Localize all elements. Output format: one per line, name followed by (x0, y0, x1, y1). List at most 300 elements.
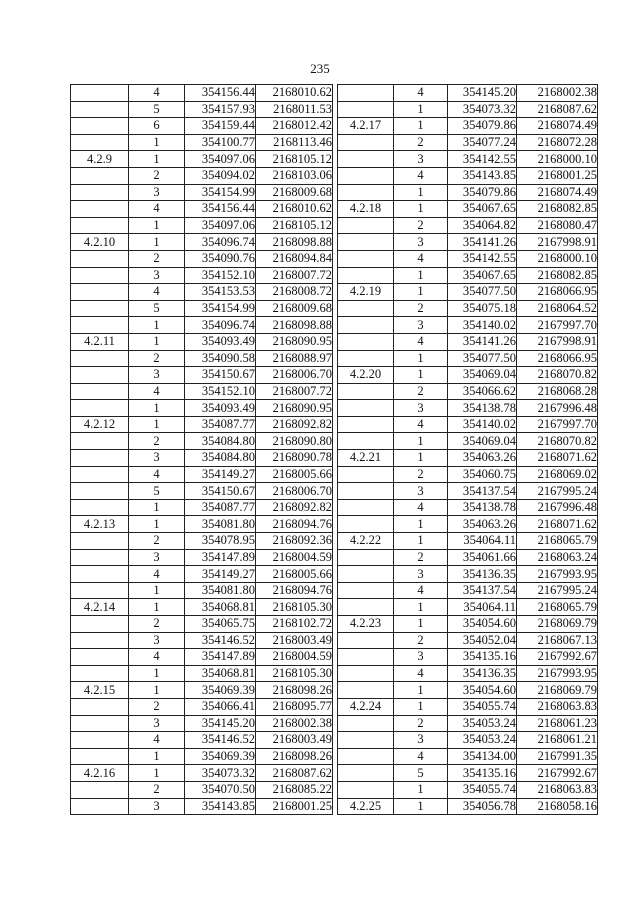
y-coordinate-cell: 2168061.21 (517, 732, 598, 749)
section-cell (338, 400, 394, 417)
x-coordinate-cell: 354054.60 (448, 682, 517, 699)
y-coordinate-cell: 2168074.49 (517, 118, 598, 135)
y-coordinate-cell: 2167992.67 (517, 649, 598, 666)
table-row (71, 134, 333, 151)
section-cell (71, 533, 129, 550)
x-coordinate-cell: 354150.67 (185, 367, 256, 384)
point-number-cell: 1 (129, 317, 185, 334)
section-cell (71, 715, 129, 732)
table-row (338, 466, 598, 483)
y-coordinate-cell: 2167997.70 (517, 416, 598, 433)
table-row (338, 798, 598, 815)
x-coordinate-cell: 354077.50 (448, 284, 517, 301)
y-coordinate-cell: 2168090.78 (256, 450, 333, 467)
table-row (338, 400, 598, 417)
point-number-cell: 5 (129, 483, 185, 500)
x-coordinate-cell: 354068.81 (185, 665, 256, 682)
section-cell (338, 167, 394, 184)
x-coordinate-cell: 354067.65 (448, 201, 517, 218)
x-coordinate-cell: 354066.41 (185, 698, 256, 715)
table-row (71, 118, 333, 135)
table-row (338, 167, 598, 184)
y-coordinate-cell: 2168058.16 (517, 798, 598, 815)
y-coordinate-cell: 2168090.80 (256, 433, 333, 450)
table-body-right (338, 85, 598, 815)
table-row (338, 649, 598, 666)
table-row (338, 781, 598, 798)
x-coordinate-cell: 354075.18 (448, 300, 517, 317)
table-row (338, 234, 598, 251)
y-coordinate-cell: 2168070.82 (517, 433, 598, 450)
table-row (71, 416, 333, 433)
point-number-cell: 3 (394, 566, 448, 583)
y-coordinate-cell: 2167997.70 (517, 317, 598, 334)
table-row (71, 317, 333, 334)
y-coordinate-cell: 2168090.95 (256, 333, 333, 350)
point-number-cell: 3 (129, 184, 185, 201)
point-number-cell: 1 (394, 599, 448, 616)
section-cell: 4.2.15 (71, 682, 129, 699)
y-coordinate-cell: 2168072.28 (517, 134, 598, 151)
section-cell (71, 549, 129, 566)
point-number-cell: 3 (394, 483, 448, 500)
point-number-cell: 4 (394, 665, 448, 682)
y-coordinate-cell: 2168094.84 (256, 250, 333, 267)
x-coordinate-cell: 354077.50 (448, 350, 517, 367)
section-cell (338, 184, 394, 201)
table-row (338, 217, 598, 234)
section-cell (338, 217, 394, 234)
table-row (71, 85, 333, 102)
x-coordinate-cell: 354145.20 (448, 85, 517, 102)
y-coordinate-cell: 2168082.85 (517, 201, 598, 218)
section-cell (338, 267, 394, 284)
table-row (71, 333, 333, 350)
point-number-cell: 1 (394, 184, 448, 201)
point-number-cell: 1 (129, 400, 185, 417)
y-coordinate-cell: 2168009.68 (256, 300, 333, 317)
x-coordinate-cell: 354146.52 (185, 732, 256, 749)
x-coordinate-cell: 354136.35 (448, 665, 517, 682)
section-cell (338, 151, 394, 168)
point-number-cell: 1 (129, 333, 185, 350)
x-coordinate-cell: 354156.44 (185, 85, 256, 102)
y-coordinate-cell: 2168092.82 (256, 416, 333, 433)
x-coordinate-cell: 354054.60 (448, 616, 517, 633)
point-number-cell: 1 (129, 151, 185, 168)
y-coordinate-cell: 2168000.10 (517, 250, 598, 267)
point-number-cell: 3 (129, 450, 185, 467)
table-body-left (71, 85, 333, 815)
section-cell (338, 649, 394, 666)
point-number-cell: 4 (394, 333, 448, 350)
section-cell: 4.2.25 (338, 798, 394, 815)
x-coordinate-cell: 354053.24 (448, 715, 517, 732)
x-coordinate-cell: 354090.58 (185, 350, 256, 367)
section-cell (71, 217, 129, 234)
y-coordinate-cell: 2168063.24 (517, 549, 598, 566)
x-coordinate-cell: 354152.10 (185, 383, 256, 400)
point-number-cell: 4 (394, 85, 448, 102)
table-row (71, 433, 333, 450)
section-cell: 4.2.14 (71, 599, 129, 616)
table-row (338, 566, 598, 583)
x-coordinate-cell: 354154.99 (185, 184, 256, 201)
x-coordinate-cell: 354096.74 (185, 234, 256, 251)
section-cell (338, 416, 394, 433)
point-number-cell: 1 (394, 201, 448, 218)
point-number-cell: 1 (129, 682, 185, 699)
y-coordinate-cell: 2168102.72 (256, 616, 333, 633)
x-coordinate-cell: 354087.77 (185, 416, 256, 433)
point-number-cell: 1 (129, 234, 185, 251)
y-coordinate-cell: 2168010.62 (256, 201, 333, 218)
y-coordinate-cell: 2168071.62 (517, 516, 598, 533)
section-cell (338, 748, 394, 765)
section-cell: 4.2.13 (71, 516, 129, 533)
table-row (338, 715, 598, 732)
section-cell (338, 383, 394, 400)
x-coordinate-cell: 354069.04 (448, 367, 517, 384)
section-cell: 4.2.21 (338, 450, 394, 467)
table-row (71, 616, 333, 633)
point-number-cell: 4 (129, 732, 185, 749)
table-row (71, 234, 333, 251)
point-number-cell: 3 (394, 732, 448, 749)
x-coordinate-cell: 354068.81 (185, 599, 256, 616)
point-number-cell: 4 (394, 416, 448, 433)
x-coordinate-cell: 354157.93 (185, 101, 256, 118)
y-coordinate-cell: 2167991.35 (517, 748, 598, 765)
section-cell (338, 134, 394, 151)
x-coordinate-cell: 354096.74 (185, 317, 256, 334)
point-number-cell: 3 (394, 234, 448, 251)
x-coordinate-cell: 354142.55 (448, 151, 517, 168)
table-row (71, 516, 333, 533)
point-number-cell: 3 (129, 367, 185, 384)
x-coordinate-cell: 354136.35 (448, 566, 517, 583)
table-row (71, 101, 333, 118)
point-number-cell: 4 (394, 582, 448, 599)
table-row (338, 85, 598, 102)
section-cell (71, 167, 129, 184)
y-coordinate-cell: 2168098.88 (256, 234, 333, 251)
section-cell (71, 649, 129, 666)
point-number-cell: 1 (394, 516, 448, 533)
table-row (338, 765, 598, 782)
x-coordinate-cell: 354064.11 (448, 599, 517, 616)
y-coordinate-cell: 2168092.82 (256, 499, 333, 516)
y-coordinate-cell: 2168066.95 (517, 350, 598, 367)
table-row (338, 450, 598, 467)
x-coordinate-cell: 354087.77 (185, 499, 256, 516)
section-cell (71, 201, 129, 218)
y-coordinate-cell: 2167993.95 (517, 665, 598, 682)
point-number-cell: 1 (129, 748, 185, 765)
table-row (71, 400, 333, 417)
coordinates-table-right (337, 84, 598, 815)
table-row (338, 118, 598, 135)
y-coordinate-cell: 2168065.79 (517, 599, 598, 616)
section-cell: 4.2.16 (71, 765, 129, 782)
y-coordinate-cell: 2168088.97 (256, 350, 333, 367)
y-coordinate-cell: 2167996.48 (517, 499, 598, 516)
table-row (338, 682, 598, 699)
y-coordinate-cell: 2168080.47 (517, 217, 598, 234)
section-cell (338, 566, 394, 583)
section-cell: 4.2.24 (338, 698, 394, 715)
y-coordinate-cell: 2167996.48 (517, 400, 598, 417)
point-number-cell: 2 (394, 632, 448, 649)
point-number-cell: 1 (394, 798, 448, 815)
x-coordinate-cell: 354064.82 (448, 217, 517, 234)
table-row (338, 350, 598, 367)
point-number-cell: 1 (394, 367, 448, 384)
y-coordinate-cell: 2168098.26 (256, 682, 333, 699)
y-coordinate-cell: 2168098.26 (256, 748, 333, 765)
y-coordinate-cell: 2168011.53 (256, 101, 333, 118)
y-coordinate-cell: 2168007.72 (256, 383, 333, 400)
y-coordinate-cell: 2168066.95 (517, 284, 598, 301)
x-coordinate-cell: 354100.77 (185, 134, 256, 151)
x-coordinate-cell: 354146.52 (185, 632, 256, 649)
point-number-cell: 3 (394, 317, 448, 334)
x-coordinate-cell: 354079.86 (448, 118, 517, 135)
table-row (71, 781, 333, 798)
table-row (338, 616, 598, 633)
table-row (338, 732, 598, 749)
point-number-cell: 2 (129, 698, 185, 715)
y-coordinate-cell: 2168094.76 (256, 582, 333, 599)
section-cell (71, 499, 129, 516)
x-coordinate-cell: 354055.74 (448, 781, 517, 798)
y-coordinate-cell: 2168001.25 (256, 798, 333, 815)
point-number-cell: 1 (394, 118, 448, 135)
x-coordinate-cell: 354156.44 (185, 201, 256, 218)
point-number-cell: 4 (394, 499, 448, 516)
x-coordinate-cell: 354079.86 (448, 184, 517, 201)
y-coordinate-cell: 2168007.72 (256, 267, 333, 284)
x-coordinate-cell: 354069.39 (185, 748, 256, 765)
section-cell: 4.2.20 (338, 367, 394, 384)
y-coordinate-cell: 2168095.77 (256, 698, 333, 715)
y-coordinate-cell: 2168003.49 (256, 632, 333, 649)
page-number: 235 (310, 61, 330, 76)
x-coordinate-cell: 354066.62 (448, 383, 517, 400)
y-coordinate-cell: 2168105.12 (256, 217, 333, 234)
x-coordinate-cell: 354149.27 (185, 466, 256, 483)
section-cell: 4.2.23 (338, 616, 394, 633)
x-coordinate-cell: 354069.04 (448, 433, 517, 450)
point-number-cell: 3 (394, 151, 448, 168)
section-cell: 4.2.19 (338, 284, 394, 301)
y-coordinate-cell: 2168105.12 (256, 151, 333, 168)
y-coordinate-cell: 2168003.49 (256, 732, 333, 749)
y-coordinate-cell: 2168006.70 (256, 483, 333, 500)
table-row (71, 499, 333, 516)
y-coordinate-cell: 2168069.02 (517, 466, 598, 483)
section-cell (338, 665, 394, 682)
x-coordinate-cell: 354159.44 (185, 118, 256, 135)
table-row (338, 599, 598, 616)
x-coordinate-cell: 354064.11 (448, 533, 517, 550)
x-coordinate-cell: 354093.49 (185, 400, 256, 417)
y-coordinate-cell: 2168094.76 (256, 516, 333, 533)
section-cell (71, 582, 129, 599)
x-coordinate-cell: 354150.67 (185, 483, 256, 500)
point-number-cell: 1 (394, 433, 448, 450)
y-coordinate-cell: 2168012.42 (256, 118, 333, 135)
section-cell: 4.2.10 (71, 234, 129, 251)
point-number-cell: 2 (129, 433, 185, 450)
point-number-cell: 1 (394, 616, 448, 633)
point-number-cell: 1 (129, 217, 185, 234)
table-row (338, 416, 598, 433)
y-coordinate-cell: 2167995.24 (517, 582, 598, 599)
y-coordinate-cell: 2168092.36 (256, 533, 333, 550)
section-cell (71, 118, 129, 135)
section-cell: 4.2.22 (338, 533, 394, 550)
x-coordinate-cell: 354094.02 (185, 167, 256, 184)
y-coordinate-cell: 2168009.68 (256, 184, 333, 201)
x-coordinate-cell: 354097.06 (185, 151, 256, 168)
table-row (71, 367, 333, 384)
point-number-cell: 4 (129, 284, 185, 301)
section-cell (338, 250, 394, 267)
section-cell (71, 450, 129, 467)
y-coordinate-cell: 2168105.30 (256, 665, 333, 682)
table-row (338, 317, 598, 334)
point-number-cell: 5 (129, 300, 185, 317)
section-cell (71, 250, 129, 267)
table-row (71, 450, 333, 467)
y-coordinate-cell: 2167995.24 (517, 483, 598, 500)
x-coordinate-cell: 354137.54 (448, 582, 517, 599)
table-row (338, 151, 598, 168)
table-row (338, 665, 598, 682)
table-row (71, 466, 333, 483)
x-coordinate-cell: 354077.24 (448, 134, 517, 151)
x-coordinate-cell: 354090.76 (185, 250, 256, 267)
point-number-cell: 1 (394, 781, 448, 798)
x-coordinate-cell: 354143.85 (448, 167, 517, 184)
table-row (338, 433, 598, 450)
section-cell (71, 732, 129, 749)
section-cell (338, 333, 394, 350)
table-row (71, 798, 333, 815)
x-coordinate-cell: 354143.85 (185, 798, 256, 815)
section-cell (71, 134, 129, 151)
section-cell (338, 85, 394, 102)
y-coordinate-cell: 2168010.62 (256, 85, 333, 102)
point-number-cell: 2 (394, 134, 448, 151)
section-cell (71, 101, 129, 118)
y-coordinate-cell: 2168065.79 (517, 533, 598, 550)
x-coordinate-cell: 354147.89 (185, 549, 256, 566)
point-number-cell: 1 (129, 765, 185, 782)
y-coordinate-cell: 2168005.66 (256, 466, 333, 483)
table-row (71, 184, 333, 201)
point-number-cell: 4 (129, 85, 185, 102)
table-row (71, 765, 333, 782)
point-number-cell: 1 (394, 698, 448, 715)
x-coordinate-cell: 354141.26 (448, 333, 517, 350)
x-coordinate-cell: 354142.55 (448, 250, 517, 267)
table-row (71, 566, 333, 583)
table-row (71, 533, 333, 550)
table-row (71, 715, 333, 732)
point-number-cell: 4 (394, 167, 448, 184)
x-coordinate-cell: 354081.80 (185, 582, 256, 599)
table-row (338, 333, 598, 350)
x-coordinate-cell: 354056.78 (448, 798, 517, 815)
point-number-cell: 1 (129, 416, 185, 433)
point-number-cell: 4 (129, 201, 185, 218)
section-cell (71, 798, 129, 815)
table-row (71, 300, 333, 317)
table-row (71, 649, 333, 666)
table-row (338, 284, 598, 301)
point-number-cell: 2 (394, 300, 448, 317)
section-cell (338, 632, 394, 649)
point-number-cell: 1 (394, 101, 448, 118)
section-cell (338, 499, 394, 516)
point-number-cell: 2 (129, 350, 185, 367)
x-coordinate-cell: 354149.27 (185, 566, 256, 583)
table-row (71, 698, 333, 715)
y-coordinate-cell: 2168069.79 (517, 682, 598, 699)
table-row (338, 549, 598, 566)
section-cell (71, 383, 129, 400)
table-row (71, 350, 333, 367)
x-coordinate-cell: 354093.49 (185, 333, 256, 350)
point-number-cell: 3 (129, 267, 185, 284)
y-coordinate-cell: 2168008.72 (256, 284, 333, 301)
point-number-cell: 4 (129, 383, 185, 400)
section-cell (71, 400, 129, 417)
table-row (338, 184, 598, 201)
section-cell (338, 516, 394, 533)
point-number-cell: 1 (129, 134, 185, 151)
point-number-cell: 2 (394, 383, 448, 400)
point-number-cell: 4 (129, 649, 185, 666)
section-cell (71, 616, 129, 633)
point-number-cell: 4 (129, 566, 185, 583)
section-cell (338, 582, 394, 599)
y-coordinate-cell: 2168087.62 (256, 765, 333, 782)
x-coordinate-cell: 354138.78 (448, 499, 517, 516)
y-coordinate-cell: 2168087.62 (517, 101, 598, 118)
y-coordinate-cell: 2168113.46 (256, 134, 333, 151)
y-coordinate-cell: 2168068.28 (517, 383, 598, 400)
y-coordinate-cell: 2168105.30 (256, 599, 333, 616)
point-number-cell: 2 (394, 715, 448, 732)
x-coordinate-cell: 354063.26 (448, 450, 517, 467)
y-coordinate-cell: 2168063.83 (517, 781, 598, 798)
point-number-cell: 1 (129, 599, 185, 616)
section-cell (71, 566, 129, 583)
x-coordinate-cell: 354073.32 (448, 101, 517, 118)
table-row (338, 499, 598, 516)
x-coordinate-cell: 354135.16 (448, 765, 517, 782)
point-number-cell: 6 (129, 118, 185, 135)
y-coordinate-cell: 2168070.82 (517, 367, 598, 384)
point-number-cell: 3 (129, 798, 185, 815)
section-cell (338, 549, 394, 566)
point-number-cell: 3 (129, 549, 185, 566)
table-row (71, 167, 333, 184)
point-number-cell: 2 (129, 167, 185, 184)
